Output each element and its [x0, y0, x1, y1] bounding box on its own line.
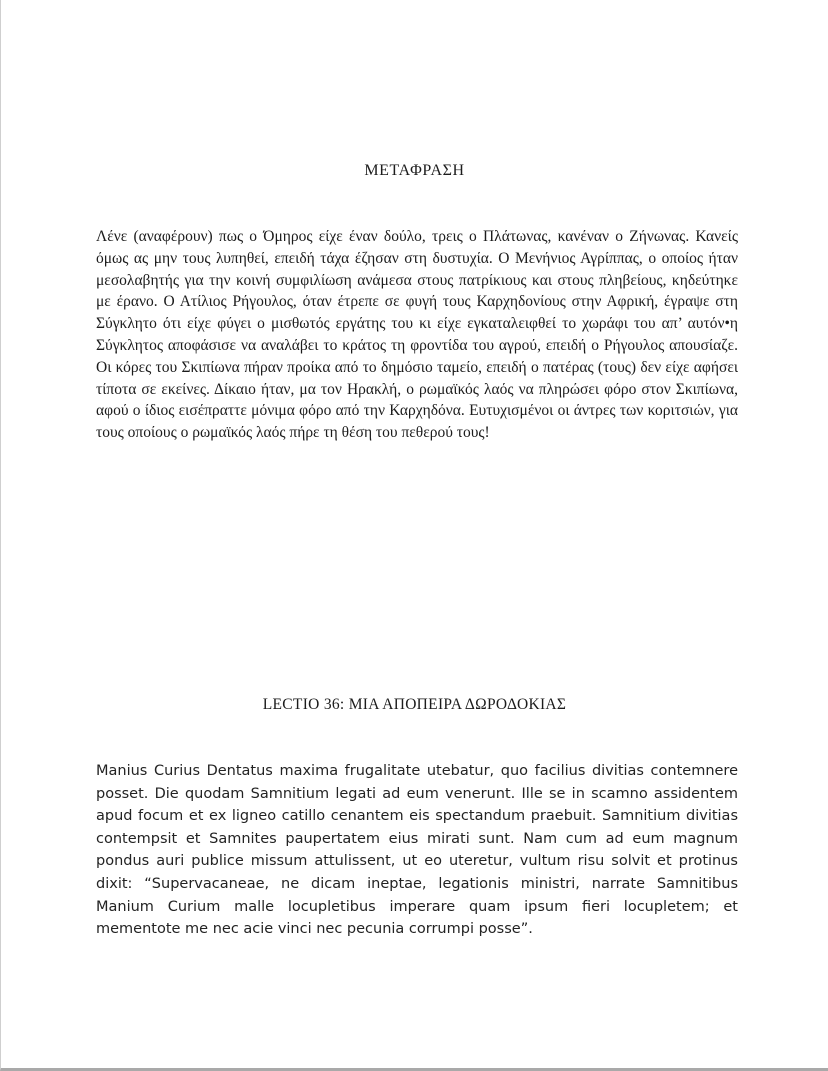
page-title: ΜΕΤΑΦΡΑΣΗ — [364, 162, 465, 179]
latin-text-paragraph: Manius Curius Dentatus maxima frugalitate utebatur, quo facilius divitias contemnere posset. Die quodam Samnitium legati ad eum venerunt. Ille se in scamno assidentem apud focum et ex ligneo catillo cenantem eis spectandum praebuit. Samnitium divitias contempsit et Samnites paupertatem eius mirati sunt. Nam cum ad eum magnum pondus auri publice missum attulissent, ut eo uteretur, vultum risu solvit et protinus dixit: “Supervacaneae, ne dicam ineptae, legationis ministri, narrate Samnitibus Manium Curium malle locupletibus imperare quam ipsum fieri locupletem; et mementote me nec acie vinci nec pecunia corrumpi posse”. — [96, 763, 738, 938]
greek-translation-paragraph: Λένε (αναφέρουν) πως ο Όμηρος είχε έναν δούλο, τρεις ο Πλάτωνας, κανέναν ο Ζήνωνας. Κανείς όμως ας μην τους λυπηθεί, επειδή τάχα έζησαν στη δυστυχία. Ο Μενήνιος Αγρίππας, ο οποίος ήταν μεσολαβητής για την κοινή συμφιλίωση ανάμεσα στους πατρίκιους και στους πληβείους, κηδεύτηκε με έρανο. Ο Ατίλιος Ρήγουλος, όταν έτρεπε σε φυγή τους Καρχηδονίους στην Αφρική, έγραψε στη Σύγκλητο ότι είχε φύγει ο μισθωτός εργάτης του κι είχε εγκαταλειφθεί το χωράφι του απ’ αυτόν•η Σύγκλητος αποφάσισε να αναλάβει το κράτος τη φροντίδα του αγρού, επειδή ο Ρήγουλος απουσίαζε. Οι κόρες του Σκιπίωνα πήραν προίκα από το δημόσιο ταμείο, επειδή ο πατέρας (τους) δεν είχε αφήσει τίποτα σε εκείνες. Δίκαιο ήταν, μα τον Ηρακλή, ο ρωμαϊκός λαός να πληρώσει φόρο στον Σκιπίωνα, αφού ο ίδιος εισέπραττε μόνιμα φόρο από την Καρχηδόνα. Ευτυχισμένοι οι άντρες των κοριτσιών, για τους οποίους ο ρωμαϊκός λαός πήρε τη θέση του πεθερού τους! — [96, 228, 738, 442]
lectio-36-heading: LECTIO 36: ΜΙΑ ΑΠΟΠΕΙΡΑ ΔΩΡΟΔΟΚΙΑΣ — [262, 696, 567, 713]
